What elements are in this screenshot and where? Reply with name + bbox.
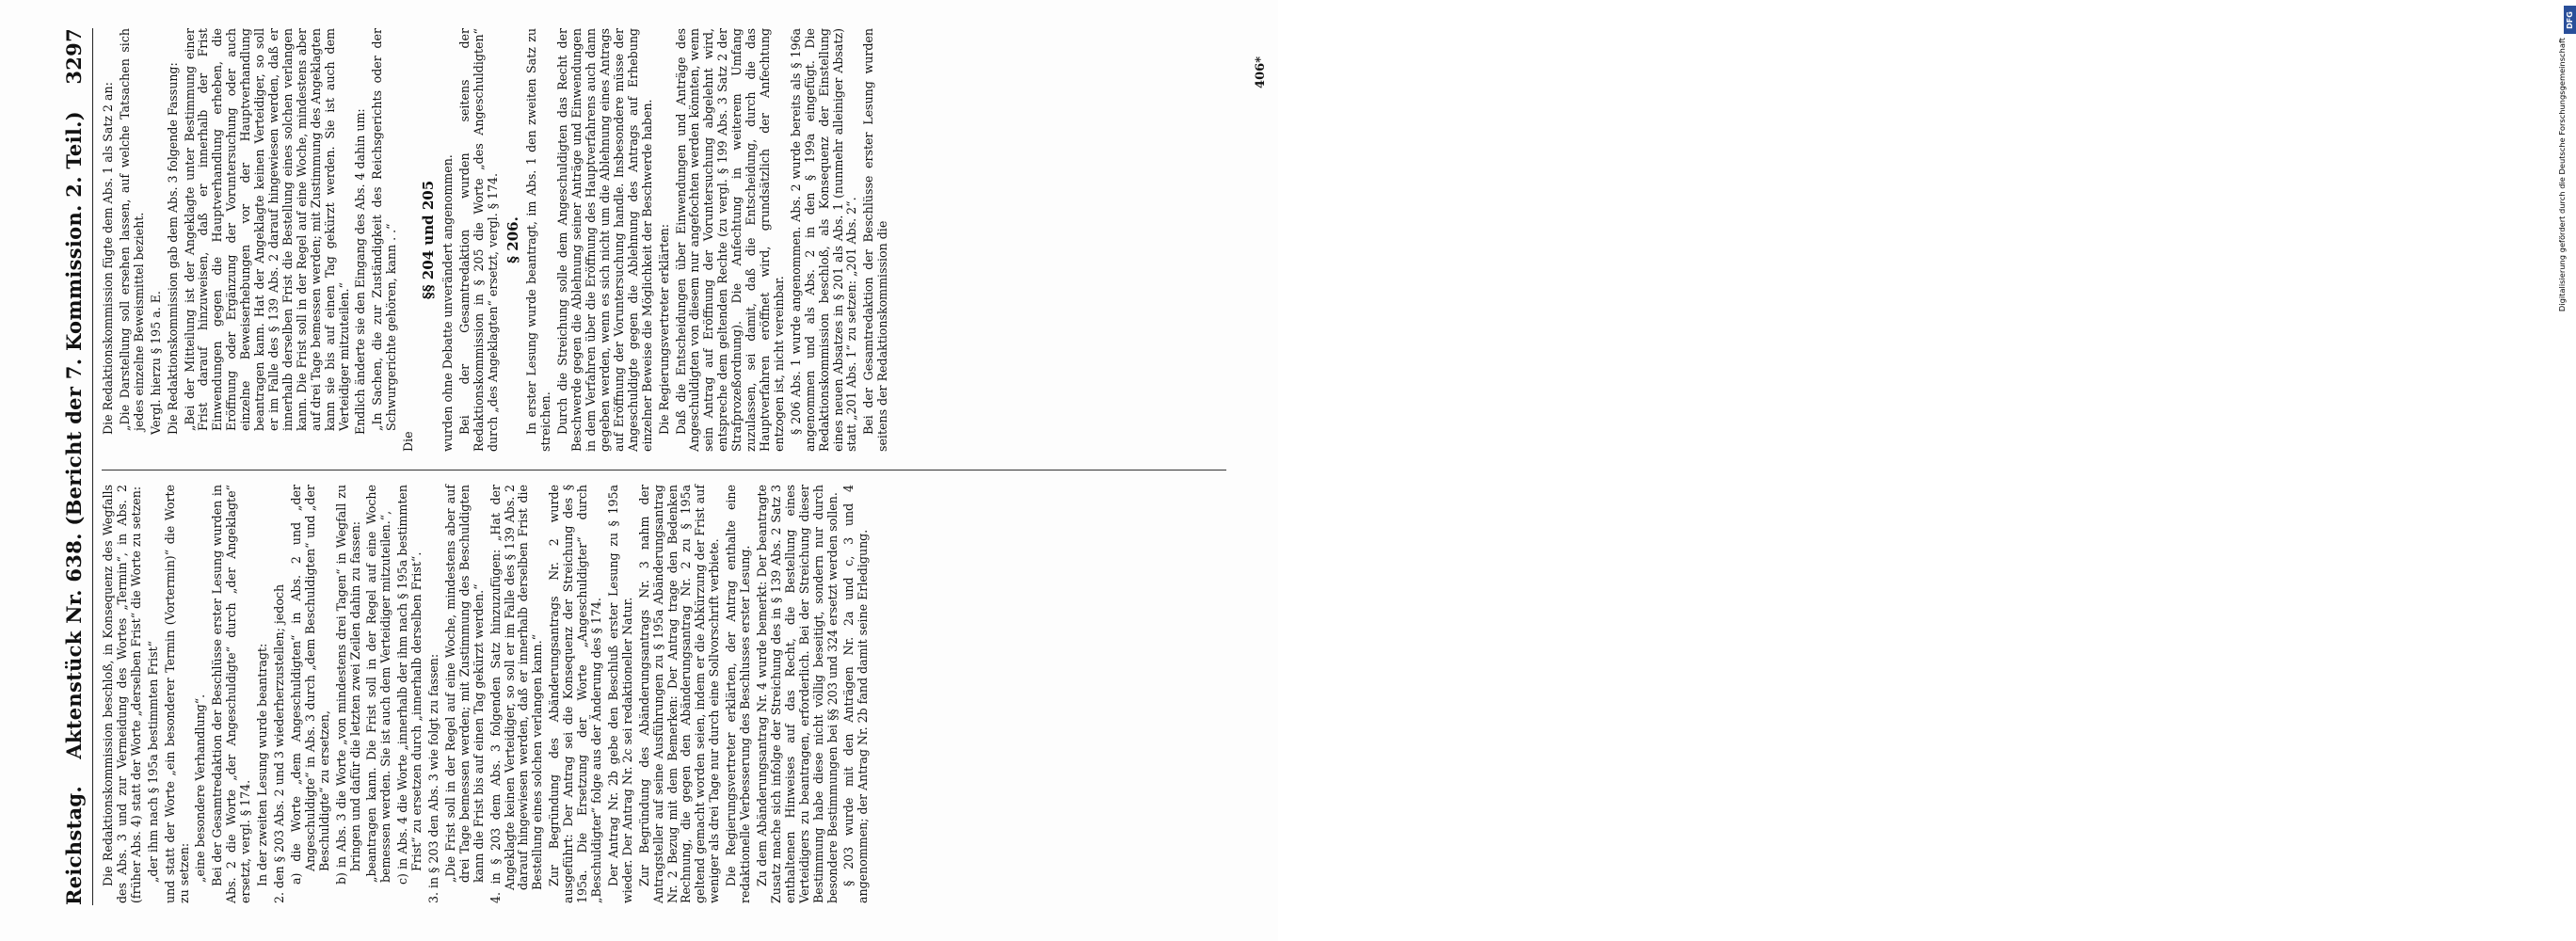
paragraph: „In Sachen, die zur Zuständigkeit des Reichsgerichts oder der Schwurgerichte gehören, kann . .“ — [370, 28, 399, 431]
digitization-sidebar — [1278, 0, 2575, 941]
paragraph: 3. in § 203 den Abs. 3 wie folgt zu fassen: — [426, 653, 441, 903]
paragraph: Bei der Gesamtredaktion wurden seitens der Redaktionskommission in § 205 die Worte „des Angeschuldigten“ durch „des Angeklagten“ ersetzt, vergl. § 174. — [456, 28, 500, 452]
paragraph: Die Redaktionskommission fügte dem Abs. 1 als Satz 2 an: — [101, 82, 115, 435]
section-heading: § 206. — [504, 216, 521, 263]
paragraph: Bei der Gesamtredaktion der Beschlüsse erster Lesung wurden in Abs. 2 die Worte „der Angeschuldigte“ durch „der Angeklagte“ ersetzt, vergl. § 174. — [210, 485, 253, 903]
digitization-note: Digitalisierung gefördert durch die Deutsche Forschungsgemeinschaft — [2557, 38, 2567, 312]
paragraph: 2. den § 203 Abs. 2 und 3 wiederherzustellen; jedoch — [271, 583, 286, 903]
paragraph: In der zweiten Lesung wurde beantragt: — [255, 643, 270, 886]
paragraph: Vergl. hierzu § 195 a. E. — [148, 291, 163, 435]
paragraph: „der ihm nach § 195a bestimmten Frist“ — [145, 640, 160, 883]
paragraph: § 203 wurde mit den Anträgen Nr. 2a und c, 3 und 4 angenommen; der Antrag Nr. 2b fand damit seine Erledigung. — [841, 485, 871, 903]
paragraph: Bei der Gesamtredaktion der Beschlüsse erster Lesung wurden seitens der Redaktionskommission die — [861, 28, 890, 452]
paragraph: 4. in § 203 dem Abs. 3 folgenden Satz hinzuzufügen: „Hat der Angeklagte keinen Verteidiger, so soll er im Falle des § 139 Abs. 2 darauf hingewiesen werden, daß er innerhalb derselben Frist die Bestellung eines solchen verlangen kann.“ — [488, 485, 545, 903]
page-header — [55, 28, 93, 905]
header-center: Aktenstück Nr. 638. (Bericht der 7. Kommission. 2. Teil.) — [61, 111, 86, 759]
paragraph: Daß die Entscheidungen über Einwendungen und Anträge des Angeschuldigten von diesem nur angefochten werden könnten, wenn sein Antrag auf Eröffnung der Voruntersuchung abgelehnt wird, entspreche dem geltenden Rechte (zu vergl. § 199 Abs. 3 Satz 2 der Strafprozeßordnung). Die Anfechtung in weiterem Umfang zuzulassen, sei damit, daß die Entscheidung, durch die das Hauptverfahren eröffnet wird, grundsätzlich der Anfechtung entzogen ist, nicht vereinbar. — [673, 28, 786, 452]
paragraph: und statt der Worte „ein besonderer Termin (Vortermin)“ die Worte zu setzen: — [162, 485, 191, 903]
paragraph: § 206 Abs. 1 wurde angenommen. Abs. 2 wurde bereits als § 196a angenommen und als Abs. 2 in den § 199a eingefügt. Die Redaktionskommission beschloß, als Konsequenz der Einstellung eines neuen Absatzes in § 201 als Abs. 1 (nunmehr alleiniger Absatz) statt „201 Abs. 1“ zu setzen: „201 Abs. 2“. — [788, 28, 859, 452]
paragraph: „Bei der Mitteilung ist der Angeklagte unter Bestimmung einer Frist darauf hinzuweisen, daß er innerhalb der Frist Einwendungen gegen die Hauptverhandlung erheben, die Eröffnung oder Ergänzung der Voruntersuchung oder auch einzelne Beweiserhebungen vor der Hauptverhandlung beantragen kann. Hat der Angeklagte keinen Verteidiger, so soll er im Falle des § 139 Abs. 2 darauf hingewiesen werden, daß er innerhalb derselben Frist die Bestellung eines solchen verlangen kann. Die Frist soll in der Regel auf eine Woche, mindestens aber auf drei Tage bemessen werden; mit Zustimmung des Angeklagten kann sie bis auf einen Tag gekürzt werden. Sie ist auch dem Verteidiger mitzuteilen.“ — [182, 28, 351, 431]
paragraph: Die Redaktionskommission gab dem Abs. 3 folgende Fassung: — [165, 62, 180, 435]
paragraph: Die Redaktionskommission beschloß, in Konsequenz des Wegfalls des Abs. 3 und zur Vermeidung des Wortes „Termin“, in Abs. 2 (früher Abs. 4) statt der Worte „derselben Frist“ die Worte zu setzen: — [101, 485, 143, 903]
paragraph: „Die Frist soll in der Regel auf eine Woche, mindestens aber auf drei Tage bemessen werden; mit Zustimmung des Beschuldigten kann die Frist bis auf einen Tag gekürzt werden.“ — [442, 485, 486, 883]
paragraph: Zur Begründung des Abänderungsantrags Nr. 3 nahm der Antragsteller auf seine Ausführungen zu § 195a Abänderungsantrag Nr. 2 Bezug mit dem Bemerken: Der Antrag trage den Bedenken Rechnung, die gegen den Abänderungsantrag Nr. 2 zu § 195a geltend gemacht worden seien, indem er die Abkürzung der Frist auf weniger als drei Tage nur durch eine Sollvorschrift verbiete. — [636, 485, 722, 903]
paragraph: „Die Darstellung soll ersehen lassen, auf welche Tatsachen sich jedes einzelne Beweismittel bezieht. — [117, 28, 146, 431]
paragraph: Der Antrag Nr. 2b gebe den Beschluß erster Lesung zu § 195a wieder. Der Antrag Nr. 2c sei redaktioneller Natur. — [605, 485, 634, 903]
paragraph: Die Regierungsvertreter erklärten, der Antrag enthalte eine redaktionelle Verbesserung des Beschlusses erster Lesung. — [724, 485, 753, 903]
paragraph: In erster Lesung wurde beantragt, im Abs. 1 den zweiten Satz zu streichen. — [524, 28, 553, 452]
sheet-number: 406* — [1254, 56, 1268, 88]
paragraph: Zur Begründung des Abänderungsantrags Nr. 2 wurde ausgeführt: Der Antrag sei die Konsequenz der Streichung des § 195a. Die Ersetzung der Worte „Angeschuldigter“ durch „Beschuldigter“ folge aus der Änderung des § 174. — [547, 485, 603, 903]
paragraph: c) in Abs. 4 die Worte „innerhalb der ihm nach § 195a bestimmten Frist“ zu ersetzen durch „innerhalb derselben Frist“. — [395, 485, 424, 885]
header-left: Reichstag. — [61, 786, 86, 905]
paragraph: „beantragen kann. Die Frist soll in der Regel auf eine Woche bemessen werden. Sie ist auch dem Verteidiger mitzuteilen.“, — [364, 485, 393, 883]
paragraph: a) die Worte „dem Angeschuldigten“ in Abs. 2 und „der Angeschuldigte“ in Abs. 3 durch „dem Beschuldigten“ und „der Beschuldigte“ zu ersetzen, — [288, 485, 331, 885]
section-heading: §§ 204 und 205 — [420, 180, 438, 300]
paragraph: Zu dem Abänderungsantrag Nr. 4 wurde bemerkt: Der beantragte Zusatz mache sich infolge der Streichung des in § 139 Abs. 2 Satz 3 enthaltenen Hinweises auf das Recht, die Bestellung eines Verteidigers zu beantragen, erforderlich. Bei der Streichung dieser Bestimmung habe diese nicht völlig beseitigt, sondern nur durch besondere Bestimmungen bei §§ 203 und 324 ersetzt werden sollen. — [754, 485, 840, 903]
left-column — [102, 485, 1247, 903]
paragraph: Endlich änderte sie den Eingang des Abs. 4 dahin um: — [353, 108, 368, 435]
paragraph: Die Regierungsvertreter erklärten: — [656, 223, 671, 435]
dfg-logo: DFG — [2564, 6, 2576, 34]
paragraph: b) in Abs. 3 die Worte „von mindestens drei Tagen“ in Wegfall zu bringen und dafür die letzten zwei Zeilen dahin zu fassen: — [333, 485, 362, 885]
right-column — [102, 28, 1247, 452]
paragraph: Durch die Streichung solle dem Angeschuldigten das Recht der Beschwerde gegen die Ablehnung seiner Anträge und Einwendungen in dem Verfahren über die Eröffnung des Hauptverfahrens auch dann gegeben werden, wenn es sich nicht um die Ablehnung eines Antrags auf Eröffnung der Voruntersuchung handle. Insbesondere müsse der Angeschuldigte gegen die Ablehnung des Antrags auf Erhebung einzelner Beweise die Möglichkeit der Beschwerde haben. — [555, 28, 654, 452]
paragraph: wurden ohne Debatte unverändert angenommen. — [440, 154, 455, 452]
paragraph: Die — [401, 431, 416, 452]
page-number: 3297 — [61, 28, 86, 85]
paragraph: „eine besondere Verhandlung“. — [193, 694, 208, 883]
